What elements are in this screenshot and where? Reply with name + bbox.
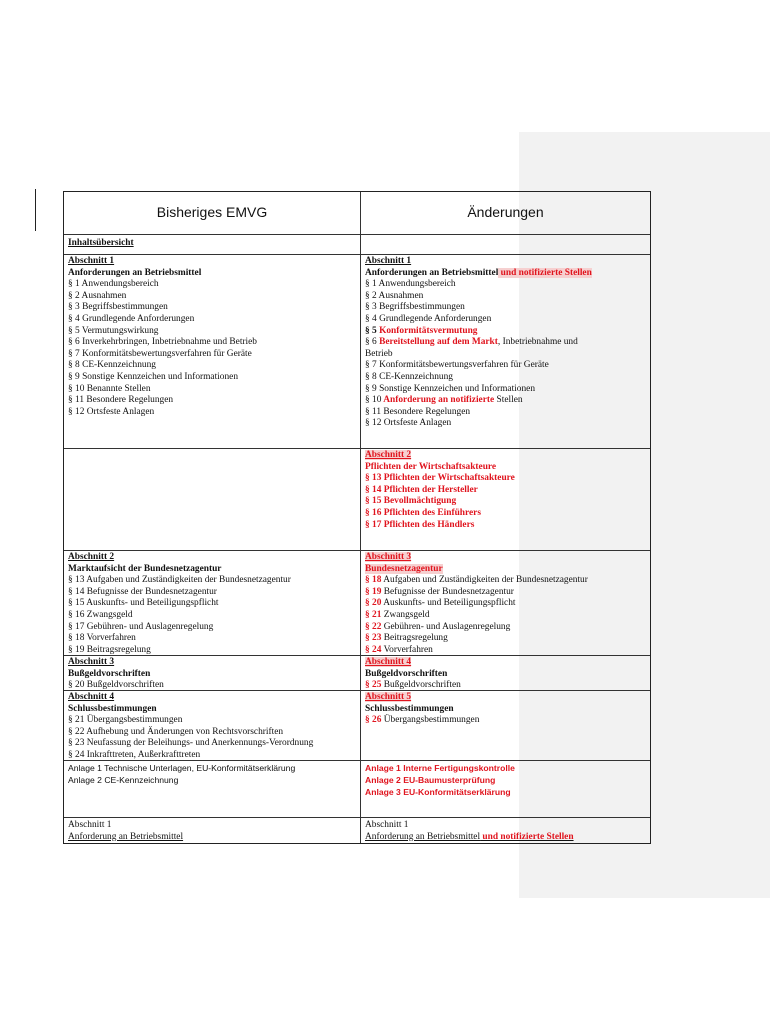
section-item: § 24 Inkrafttreten, Außerkrafttreten xyxy=(68,749,201,760)
abschnitt-title xyxy=(365,832,646,843)
section-number: § 21 xyxy=(365,609,382,620)
section-list xyxy=(68,715,356,760)
section-number: § 10 xyxy=(365,395,382,406)
section-item: § 14 Befugnisse der Bundesnetzagentur xyxy=(68,586,217,597)
abschnitt-heading: Abschnitt 1 xyxy=(365,820,409,830)
section-item: § 9 Sonstige Kennzeichen und Informationen xyxy=(365,383,536,394)
header-right: Änderungen xyxy=(360,192,650,234)
section-item xyxy=(365,395,646,407)
r1-right xyxy=(360,255,650,448)
section-text: , Inbetriebnahme und xyxy=(497,337,578,348)
section-item: § 7 Konformitätsbewertungsverfahren für Geräte xyxy=(68,348,252,359)
r5-right xyxy=(360,691,650,760)
section-item: § 14 Pflichten der Hersteller xyxy=(365,484,478,495)
abschnitt-title: Anforderung an Betriebsmittel xyxy=(68,831,184,842)
section-item: § 3 Begriffsbestimmungen xyxy=(68,302,168,313)
title-added: und notifizierte Stellen xyxy=(498,267,592,278)
section-item: Anlage 2 CE-Kennzeichnung xyxy=(68,775,179,785)
section-item xyxy=(365,633,646,645)
section-number: § 23 xyxy=(365,633,382,644)
section-list xyxy=(365,473,646,531)
section-number: § 19 xyxy=(365,586,382,597)
section-item-cont: Betrieb xyxy=(365,348,393,359)
row-schluss xyxy=(64,690,650,760)
section-number: § 25 xyxy=(365,680,382,690)
section-item: Anlage 1 Technische Unterlagen, EU-Konformitätserklärung xyxy=(68,763,296,773)
abschnitt-heading xyxy=(365,552,646,564)
section-item: § 4 Grundlegende Anforderungen xyxy=(68,313,195,324)
section-item: § 9 Sonstige Kennzeichen und Informationen xyxy=(68,371,239,382)
section-number: § 18 xyxy=(365,575,382,586)
section-list xyxy=(365,407,646,430)
section-text: Bußgeldvorschriften xyxy=(381,680,461,690)
section-list xyxy=(365,360,646,395)
section-item: § 21 Übergangsbestimmungen xyxy=(68,715,183,726)
r1-left xyxy=(64,255,360,448)
section-number: § 5 xyxy=(365,325,377,336)
abschnitt-heading: Abschnitt 1 xyxy=(365,256,412,266)
section-item: § 1 Anwendungsbereich xyxy=(68,279,159,290)
section-text: Aufgaben und Zuständigkeiten der Bundesnetzagentur xyxy=(381,575,588,586)
section-item xyxy=(365,337,646,349)
section-text: Übergangsbestimmungen xyxy=(381,715,480,726)
change-bar xyxy=(35,189,36,231)
section-item: § 1 Anwendungsbereich xyxy=(365,279,456,290)
section-text: Auskunfts- und Beteiligungspflicht xyxy=(381,598,516,609)
section-item: Anlage 2 EU-Baumusterprüfung xyxy=(365,775,496,785)
section-item: § 8 CE-Kennzeichnung xyxy=(68,360,156,371)
section-item xyxy=(365,326,646,338)
abschnitt-title: Bußgeldvorschriften xyxy=(365,668,448,679)
section-item: § 18 Vorverfahren xyxy=(68,633,136,644)
section-item: § 13 Aufgaben und Zuständigkeiten der Bundesnetzagentur xyxy=(68,575,291,586)
section-text: Beitragsregelung xyxy=(381,633,448,644)
section-number: § 6 xyxy=(365,337,377,348)
section-item: § 6 Inverkehrbringen, Inbetriebnahme und Betrieb xyxy=(68,337,257,348)
section-item: § 4 Grundlegende Anforderungen xyxy=(365,313,492,324)
section-item: § 11 Besondere Regelungen xyxy=(68,395,174,406)
row-bussgeld xyxy=(64,655,650,690)
header-left: Bisheriges EMVG xyxy=(156,204,268,221)
abschnitt-heading: Abschnitt 4 xyxy=(68,692,115,702)
abschnitt-title xyxy=(365,268,646,280)
section-item: § 3 Begriffsbestimmungen xyxy=(365,302,465,313)
r7-right xyxy=(360,818,650,843)
section-item: § 19 Beitragsregelung xyxy=(68,644,151,655)
section-item: § 12 Ortsfeste Anlagen xyxy=(365,418,452,429)
section-item: § 16 Pflichten des Einführers xyxy=(365,507,481,518)
abschnitt-title: Marktaufsicht der Bundesnetzagentur xyxy=(68,563,222,574)
abschnitt-heading: Abschnitt 3 xyxy=(68,657,115,667)
comparison-table xyxy=(63,191,651,844)
title-base: Anforderung an Betriebsmittel xyxy=(365,831,481,842)
section-changed: Konformitätsvermutung xyxy=(376,325,478,336)
section-text: Befugnisse der Bundesnetzagentur xyxy=(381,586,514,597)
section-item: § 20 Bußgeldvorschriften xyxy=(68,680,164,690)
abschnitt-heading xyxy=(365,692,646,704)
section-number: § 24 xyxy=(365,644,382,655)
section-item: § 8 CE-Kennzeichnung xyxy=(365,371,453,382)
section-text: Vorverfahren xyxy=(381,644,433,655)
section-item: § 2 Ausnahmen xyxy=(365,290,424,301)
section-item xyxy=(365,575,646,587)
abschnitt-heading xyxy=(365,657,646,669)
abschnitt-heading: Abschnitt 1 xyxy=(68,256,115,266)
abschnitt-title: Anforderungen an Betriebsmittel xyxy=(68,267,202,278)
abschnitt-title: Pflichten der Wirtschaftsakteure xyxy=(365,461,497,472)
section-item: § 16 Zwangsgeld xyxy=(68,609,133,620)
anlagen-list xyxy=(365,762,646,798)
section-item: Anlage 3 EU-Konformitätserklärung xyxy=(365,787,511,797)
abschnitt-title-text: Bundesnetzagentur xyxy=(365,563,443,574)
inhalt-left xyxy=(64,235,360,254)
section-item: § 13 Pflichten der Wirtschaftsakteure xyxy=(365,473,515,484)
row-anlagen xyxy=(64,760,650,817)
section-list xyxy=(68,279,356,418)
r3-left xyxy=(64,551,360,655)
row-abschnitt-1-body xyxy=(64,817,650,843)
section-item xyxy=(365,715,646,727)
section-text: Stellen xyxy=(494,395,523,406)
abschnitt-title: Schlussbestimmungen xyxy=(365,703,454,714)
inhalt-label: Inhaltsübersicht xyxy=(68,238,134,248)
row-abschnitt-1 xyxy=(64,254,650,448)
section-item: § 17 Gebühren- und Auslagenregelung xyxy=(68,621,214,632)
inhalt-row xyxy=(64,234,650,254)
abschnitt-title xyxy=(365,564,646,576)
section-item: § 5 Vermutungswirkung xyxy=(68,325,159,336)
section-text: Zwangsgeld xyxy=(381,609,430,620)
section-item xyxy=(365,610,646,622)
abschnitt-heading-text: Abschnitt 2 xyxy=(365,450,412,460)
section-item: § 11 Besondere Regelungen xyxy=(365,406,471,417)
r2-right xyxy=(360,449,650,550)
inhalt-right xyxy=(360,235,650,254)
section-item: § 22 Aufhebung und Änderungen von Rechtsvorschriften xyxy=(68,726,284,737)
section-number: § 22 xyxy=(365,621,382,632)
section-item: § 17 Pflichten des Händlers xyxy=(365,519,475,530)
section-number: § 26 xyxy=(365,715,382,726)
title-added: und notifizierte Stellen xyxy=(480,831,574,842)
section-item: § 15 Auskunfts- und Beteiligungspflicht xyxy=(68,598,219,609)
r6-right xyxy=(360,761,650,817)
section-number: § 20 xyxy=(365,598,382,609)
r7-left xyxy=(64,818,360,843)
section-changed: Bereitstellung auf dem Markt xyxy=(376,337,498,348)
section-list xyxy=(365,575,646,655)
section-item: Anlage 1 Interne Fertigungskontrolle xyxy=(365,763,515,773)
section-list xyxy=(68,575,356,655)
section-changed: Anforderung an notifizierte xyxy=(381,395,495,406)
header-row xyxy=(64,192,650,234)
abschnitt-heading: Abschnitt 1 xyxy=(68,820,112,830)
r3-right xyxy=(360,551,650,655)
section-item: § 15 Bevollmächtigung xyxy=(365,496,457,507)
abschnitt-heading-text: Abschnitt 4 xyxy=(365,657,412,667)
abschnitt-heading: Abschnitt 2 xyxy=(68,552,115,562)
abschnitt-title: Bußgeldvorschriften xyxy=(68,668,151,679)
section-text: Gebühren- und Auslagenregelung xyxy=(381,621,511,632)
r4-right xyxy=(360,656,650,690)
row-bundesnetzagentur xyxy=(64,550,650,655)
section-item xyxy=(365,622,646,634)
section-item xyxy=(365,587,646,599)
row-abschnitt-2-new xyxy=(64,448,650,550)
r5-left xyxy=(64,691,360,760)
anlagen-list xyxy=(68,762,356,786)
section-item xyxy=(365,680,646,690)
abschnitt-heading-text: Abschnitt 3 xyxy=(365,552,412,562)
section-item xyxy=(365,645,646,655)
section-item: § 10 Benannte Stellen xyxy=(68,383,151,394)
r6-left xyxy=(64,761,360,817)
section-item: § 12 Ortsfeste Anlagen xyxy=(68,406,155,417)
section-list xyxy=(365,279,646,325)
title-base: Anforderungen an Betriebsmittel xyxy=(365,267,499,278)
r4-left xyxy=(64,656,360,690)
section-item: § 7 Konformitätsbewertungsverfahren für Geräte xyxy=(365,360,549,371)
section-item: § 2 Ausnahmen xyxy=(68,290,127,301)
abschnitt-title: Schlussbestimmungen xyxy=(68,703,157,714)
abschnitt-heading xyxy=(365,450,646,462)
section-item: § 23 Neufassung der Beleihungs- und Anerkennungs-Verordnung xyxy=(68,738,314,749)
abschnitt-heading-text: Abschnitt 5 xyxy=(365,692,412,702)
section-item xyxy=(365,598,646,610)
r2-left-empty xyxy=(64,449,360,550)
